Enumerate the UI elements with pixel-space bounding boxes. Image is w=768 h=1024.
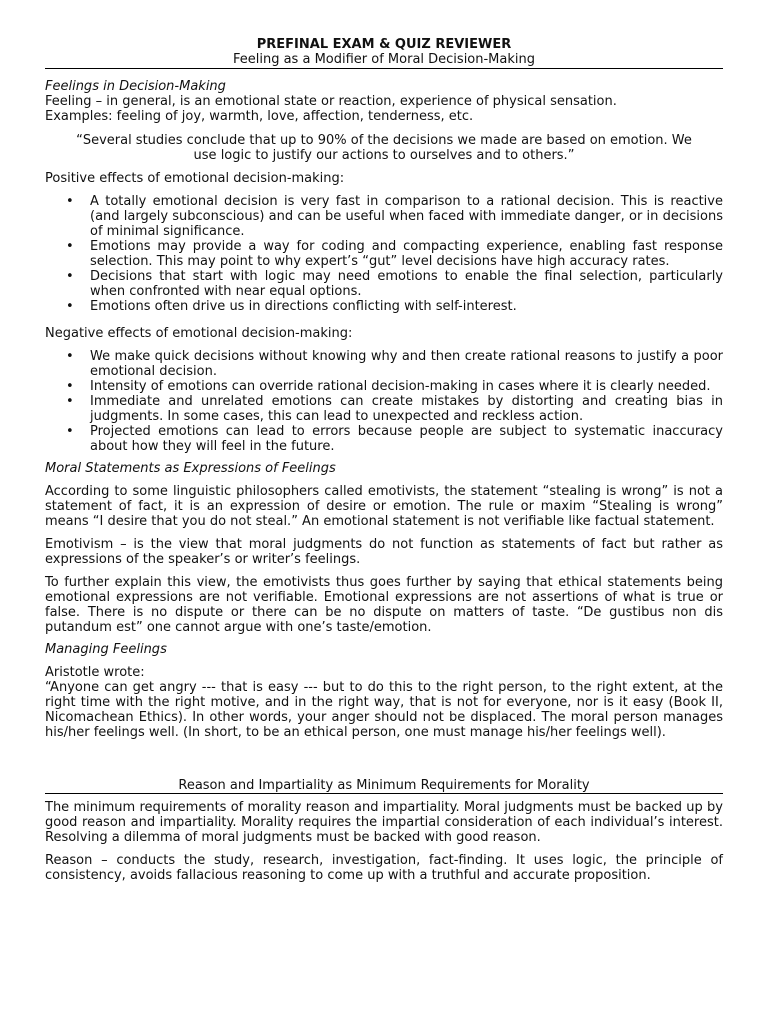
aristotle-quote: “Anyone can get angry --- that is easy --- but to do this to the right person, to the right extent, at the right time with the right motive, and in the right way, that is not for everyone, nor is it easy (Book II, Nicomachean Ethics). In other words, your anger should not be displaced. The moral person manages his/her feelings well. (In short, to be an ethical person, one must manage his/her feelings well).: [45, 680, 723, 740]
list-item: • Intensity of emotions can override rational decision-making in cases where it is clearly needed.: [90, 379, 723, 394]
moral-statements-heading: Moral Statements as Expressions of Feelings: [45, 461, 336, 476]
list-item: • Immediate and unrelated emotions can create mistakes by distorting and creating bias in judgments. In some cases, this can lead to unexpected and reckless action.: [90, 394, 723, 424]
reason-section-title: Reason and Impartiality as Minimum Requirements for Morality: [178, 778, 590, 793]
positive-heading: Positive effects of emotional decision-making:: [45, 171, 345, 186]
managing-feelings-heading: Managing Feelings: [45, 642, 167, 657]
feelings-heading: Feelings in Decision-Making: [45, 79, 226, 94]
negative-heading: Negative effects of emotional decision-making:: [45, 326, 353, 341]
list-item: • Emotions may provide a way for coding and compacting experience, enabling fast response selection. This may point to why expert’s “gut” level decisions have high accuracy rates.: [90, 239, 723, 269]
studies-quote: “Several studies conclude that up to 90% of the decisions we made are based on emotion. We use logic to justify our actions to ourselves and to others.”: [76, 133, 692, 163]
list-item: • Projected emotions can lead to errors because people are subject to systematic inaccuracy about how they will feel in the future.: [90, 424, 723, 454]
emotivism-definition: Emotivism – is the view that moral judgments do not function as statements of fact but rather as expressions of the speaker’s or writer’s feelings.: [45, 537, 723, 567]
title-divider: [45, 68, 723, 69]
reason-section-divider: [45, 793, 723, 794]
document-subtitle: Feeling as a Modifier of Moral Decision-Making: [232, 52, 535, 67]
feeling-definition: Feeling – in general, is an emotional state or reaction, experience of physical sensation.: [45, 94, 617, 109]
verifiability-paragraph: To further explain this view, the emotivists thus goes further by saying that ethical statements being emotional expressions are not verifiable. Emotional expressions are not assertions of what is true or false. There is no dispute or there can be no dispute on matters of taste. “De gustibus non dis putandum est” one cannot argue with one’s taste/emotion.: [45, 575, 723, 635]
reason-definition: Reason – conducts the study, research, investigation, fact-finding. It uses logic, the principle of consistency, avoids fallacious reasoning to come up with a truthful and accurate proposition.: [45, 853, 723, 883]
document-title: PREFINAL EXAM & QUIZ REVIEWER: [256, 37, 512, 52]
list-item: • Decisions that start with logic may need emotions to enable the final selection, particularly when confronted with near equal options.: [90, 269, 723, 299]
negative-list: [45, 349, 723, 454]
emotivists-paragraph: According to some linguistic philosophers called emotivists, the statement “stealing is wrong” is not a statement of fact, it is an expression of desire or emotion. The rule or maxim “Stealing is wrong” means “I desire that you do not steal.” An emotional statement is not verifiable like factual statement.: [45, 484, 723, 529]
list-item: • We make quick decisions without knowing why and then create rational reasons to justify a poor emotional decision.: [90, 349, 723, 379]
list-item: • A totally emotional decision is very fast in comparison to a rational decision. This is reactive (and largely subconscious) and can be useful when faced with immediate danger, or in decisions of minimal significance.: [90, 194, 723, 239]
feeling-examples: Examples: feeling of joy, warmth, love, affection, tenderness, etc.: [45, 109, 474, 124]
positive-list: [45, 194, 723, 314]
aristotle-intro: Aristotle wrote:: [45, 665, 145, 680]
list-item: • Emotions often drive us in directions conflicting with self-interest.: [90, 299, 723, 314]
minimum-requirements-paragraph: The minimum requirements of morality reason and impartiality. Moral judgments must be backed up by good reason and impartiality. Morality requires the impartial consideration of each individual’s interest. Resolving a dilemma of moral judgments must be backed with good reason.: [45, 800, 723, 845]
